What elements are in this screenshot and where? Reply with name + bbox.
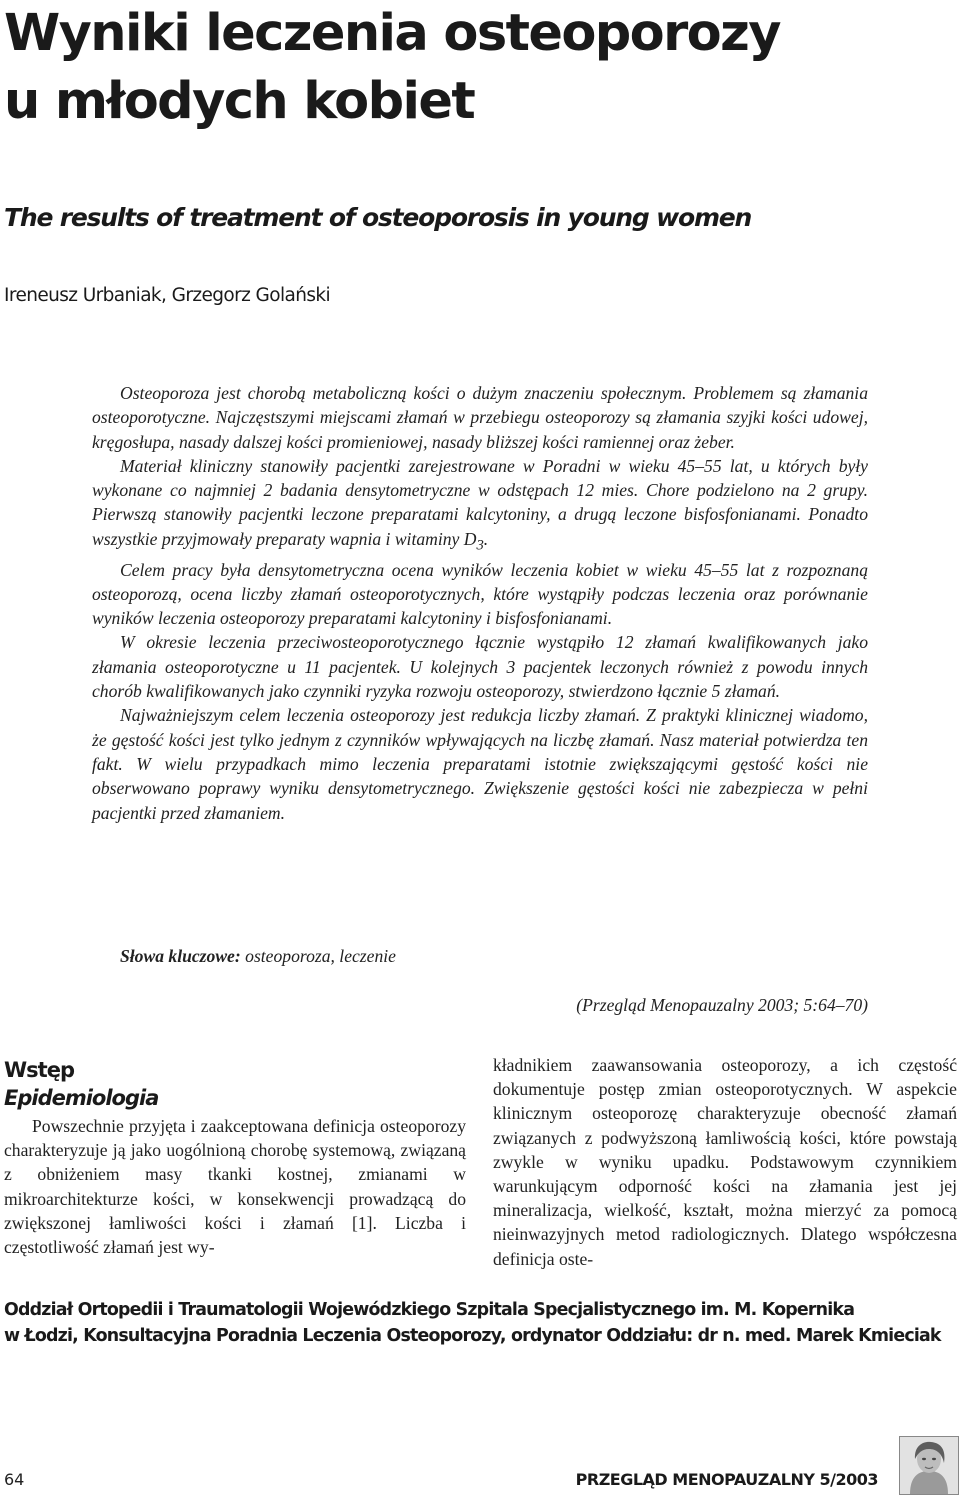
article-title-line-1: Wyniki leczenia osteoporozy xyxy=(4,4,780,63)
body-column-right xyxy=(493,1053,957,1271)
vitamin-subscript: 3 xyxy=(476,537,484,554)
abstract-paragraph-1: Osteoporoza jest chorobą metaboliczną kości o dużym znaczeniu społecznym. Problemem są złamania osteoporotyczne. Najczęstszymi miejscami złamań w przebiegu osteoporozy są złamania szyjki kości udowej, kręgosłupa, nasady dalszej kości promieniowej, nasady bliższej kości ramiennej oraz żeber. xyxy=(92,383,868,452)
abstract-paragraph-3: Celem pracy była densytometryczna ocena wyników leczenia kobiet w wieku 45–55 lat z rozpoznaną osteoporozą, ocena liczby złamań osteoporotycznych, które wystąpiły podczas leczenia oraz porównanie wyników leczenia osteoporozy preparatami kalcytoniny i bisfosfonianami. xyxy=(92,559,868,629)
affiliation-line-1: Oddział Ortopedii i Traumatologii Wojewódzkiego Szpitala Specjalistycznego im. M. Kopernika xyxy=(4,1300,855,1320)
portrait-photo-icon xyxy=(900,1437,958,1494)
article-title-line-2: u młodych kobiet xyxy=(4,72,475,131)
abstract-paragraph-2-end: . xyxy=(483,528,489,549)
section-heading: Wstęp xyxy=(4,1058,74,1082)
body-paragraph-right: kładnikiem zaawansowania osteoporozy, a ich częstość dokumentuje postęp zmian osteoporotycznych. W aspekcie klinicznym osteoporozę charakteryzuje obecność złamań związanych z podwyższoną łamliwością kości, które powstają zwykle w wyniku upadku. Podstawowym czynnikiem warunkującym odporność kości na złamania jest jej mineralizacja, wielkość, kształt, można mierzyć za pomocą nieinwazyjnych metod radiologicznych. Dlatego współczesna definicja oste- xyxy=(493,1055,957,1269)
abstract-paragraph-4: W okresie leczenia przeciwosteoporotycznego łącznie wystąpiło 12 złamań kwalifikowanych jako złamania osteoporotyczne u 11 pacjentek. U kolejnych 3 pacjentek leczonych również z powodu innych chorób kwalifikowanych jako czynniki ryzyka rozwoju osteoporozy, stwierdzono łącznie 5 złamań. xyxy=(92,632,868,702)
abstract-paragraph-2 xyxy=(92,454,868,558)
abstract-paragraph-2-text: Materiał kliniczny stanowiły pacjentki zarejestrowane w Poradni w wieku 45–55 lat, u których były wykonane co najmniej 2 badania densytometryczne w odstępach 12 mies. Chore podzielono na 2 grupy. Pierwszą stanowiły pacjentki leczone preparatami kalcytoniny, a drugą leczone bisfosfonianami. Ponadto wszystkie przyjmowały preparaty wapnia i witaminy D xyxy=(92,455,868,549)
body-column-left xyxy=(4,1056,466,1259)
article-authors: Ireneusz Urbaniak, Grzegorz Golański xyxy=(4,285,331,306)
portrait-image xyxy=(899,1436,959,1495)
abstract xyxy=(92,381,868,825)
keywords xyxy=(120,944,396,968)
author-affiliation xyxy=(4,1297,960,1349)
keywords-label: Słowa kluczowe: xyxy=(120,946,241,966)
citation: (Przegląd Menopauzalny 2003; 5:64–70) xyxy=(576,995,868,1015)
subsection-heading: Epidemiologia xyxy=(4,1086,159,1110)
affiliation-line-2: w Łodzi, Konsultacyjna Poradnia Leczenia Osteoporozy, ordynator Oddziału: dr n. med. Marek Kmieciak xyxy=(4,1326,941,1346)
keywords-value: osteoporoza, leczenie xyxy=(245,946,396,966)
journal-name: PRZEGLĄD MENOPAUZALNY 5/2003 xyxy=(575,1470,878,1489)
article-title xyxy=(4,0,944,136)
abstract-paragraph-5: Najważniejszym celem leczenia osteoporozy jest redukcja liczby złamań. Z praktyki klinicznej wiadomo, że gęstość kości jest tylko jednym z czynników wpływających na liczbę złamań. Nasz materiał potwierdza ten fakt. W wielu przypadkach mimo leczenia preparatami istotnie zwiększającymi gęstość kości nie obserwowano poprawy wyniku densytometrycznego. Zwiększenie gęstości kości nie zabezpiecza w pełni pacjentki przed złamaniem. xyxy=(92,705,868,823)
article-subtitle-english: The results of treatment of osteoporosis in young women xyxy=(4,203,752,232)
page-number: 64 xyxy=(4,1470,25,1489)
body-paragraph-left: Powszechnie przyjęta i zaakceptowana definicja osteoporozy charakteryzuje ją jako uogólnioną chorobę systemową, związaną z obniżeniem masy tkanki kostnej, zmianami w mikroarchitekturze kości, w konsekwencji prowadzącą do zwiększonej łamliwości kości i złamań [1]. Liczba i częstotliwość złamań jest wy- xyxy=(4,1116,466,1258)
